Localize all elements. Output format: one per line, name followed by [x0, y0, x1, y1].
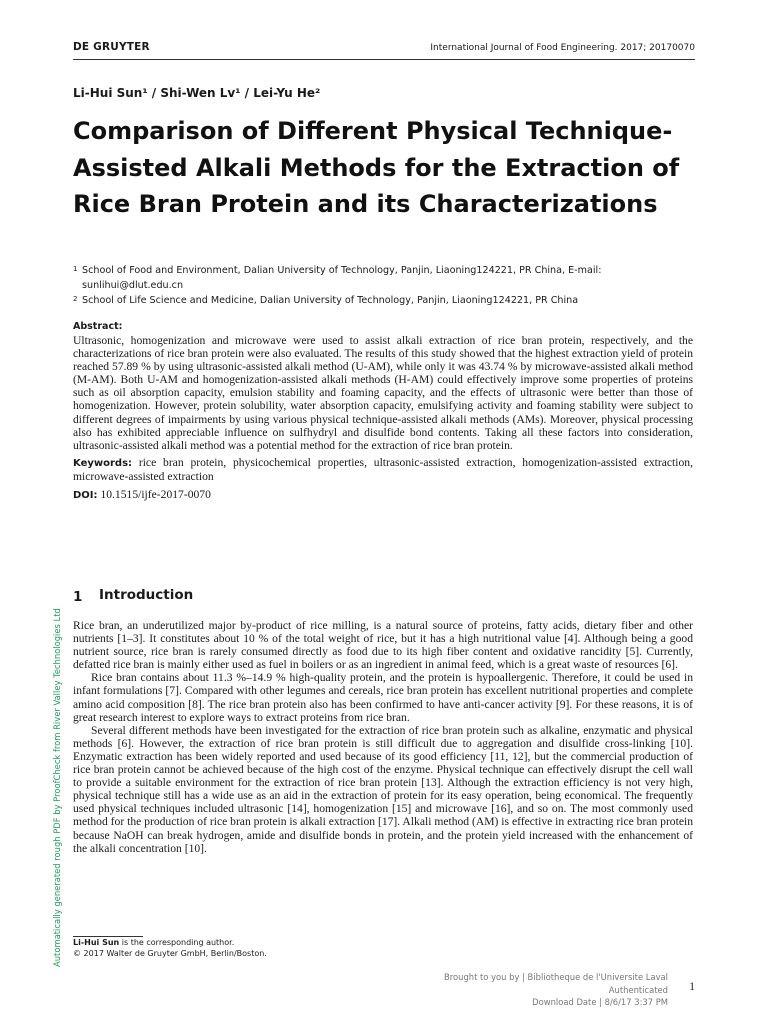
section-title: Introduction — [99, 587, 194, 603]
keywords-text: rice bran protein, physicochemical properties, ultrasonic-assisted extraction, homogenization-assisted extraction, microwave-assisted extraction — [73, 455, 693, 483]
affiliation-text: School of Life Science and Medicine, Dalian University of Technology, Panjin, Liaoning124221, PR China — [82, 295, 579, 306]
footnotes — [73, 937, 267, 959]
doi — [73, 488, 693, 502]
copyright-notice: © 2017 Walter de Gruyter GmbH, Berlin/Boston. — [73, 949, 267, 958]
corresponding-author-name: Li-Hui Sun — [73, 938, 120, 947]
affiliation-marker: 1 — [73, 265, 78, 273]
page-number: 1 — [689, 981, 695, 993]
paragraph: Several different methods have been investigated for the extraction of rice bran protein such as alkaline, enzymatic and physical methods [6]. However, the extraction of rice bran protein is still difficult due to aggregation and disulfide cross-linking [10]. Enzymatic extraction has been widely reported and used because of its good efficiency [11, 12], but the commercial production of rice bran protein cannot be achieved because of the high cost of the enzyme. Physical technique can effectively disrupt the cell wall to provide a suitable environment for the extraction of rice bran protein [13]. Although the extraction efficiency is not very high, physical technique still has a wide use as an aid in the extraction of protein for its easy operation, being economical. The frequently used physical techniques included ultrasonic [14], homogenization [15] and microwave [16], and so on. The most commonly used method for the production of rice bran protein is alkali extraction [17]. Alkali method (AM) is effective in extracting rice bran protein because NaOH can break hydrogen, amide and disulfide bonds in protein, and the protein yield increased with the enhancement of the alkali concentration [10]. — [73, 723, 693, 855]
abstract-label: Abstract: — [73, 321, 123, 332]
affiliation-text: School of Food and Environment, Dalian University of Technology, Panjin, Liaoning124221, PR China, E-mail: sunlihui@dlut.edu.cn — [82, 265, 602, 291]
publisher-name: DE GRUYTER — [73, 41, 150, 53]
doi-label: DOI: — [73, 490, 98, 502]
abstract-text: Ultrasonic, homogenization and microwave were used to assist alkali extraction of rice bran protein, respectively, and the characterizations of rice bran protein were also evaluated. The results of this study showed that the highest extraction yield of protein reached 57.89 % by using ultrasonic-assisted alkali method (U-AM), while only it was 43.74 % by microwave-assisted alkali method (M-AM). Both U-AM and homogenization-assisted alkali methods (H-AM) could effectively improve some properties of proteins such as oil absorption capacity, emulsion stability and foaming capacity, and the effects of ultrasonic were better than those of homogenization. However, protein solubility, water absorption capacity, emulsifying activity and foaming stability were subject to different degrees of impairments by using various physical technique-assisted alkali methods (AMs). Moreover, physical processing also has exhibited appreciable influence on sulfhydryl and disulfide bond contents. Taking all these factors into consideration, ultrasonic-assisted alkali method was a potential method for the extraction of rice bran protein. — [73, 334, 693, 452]
author-list: Li-Hui Sun¹ / Shi-Wen Lv¹ / Lei-Yu He² — [73, 86, 321, 100]
body-text — [73, 619, 693, 855]
affiliation-1 — [73, 263, 693, 293]
keywords-label: Keywords: — [73, 457, 133, 469]
abstract-section — [73, 320, 693, 502]
corresponding-author-text: is the corresponding author. — [119, 938, 235, 947]
affiliation-2 — [73, 293, 693, 308]
affiliations — [73, 263, 693, 308]
paragraph: Rice bran, an underutilized major by-product of rice milling, is a natural source of proteins, fatty acids, dietary fiber and other nutrients [1–3]. It constitutes about 10 % of the total weight of rice, but it has a high nutritional value [4]. Although being a good nutrient source, rice bran is rarely consumed directly as food due to its high fiber content and oxidative rancidity [5]. Currently, defatted rice bran is mainly either used as fuel in boilers or as an ingredient in animal feed, which is a great waste of resources [6]. — [73, 619, 693, 672]
auth-line: Authenticated — [608, 984, 668, 995]
paragraph: Rice bran contains about 11.3 %–14.9 % high-quality protein, and the protein is hypoallergenic. Therefore, it could be used in infant formulations [7]. Compared with other legumes and cereals, rice bran protein has excellent nutritional properties and complete amino acid composition [8]. The rice bran protein also has been confirmed to have anti-cancer activity [9]. For these reasons, it is of great research interest to explore ways to extract proteins from rice bran. — [73, 671, 693, 724]
corresponding-author-note — [73, 937, 267, 948]
access-line: Brought to you by | Bibliotheque de l'Universite Laval — [444, 972, 668, 982]
header-divider — [73, 59, 695, 60]
paper-title: Comparison of Different Physical Technique-Assisted Alkali Methods for the Extraction of Rice Bran Protein and its Characterizations — [73, 117, 680, 218]
journal-citation: International Journal of Food Engineering. 2017; 20170070 — [430, 43, 695, 53]
download-info — [444, 971, 668, 1009]
section-number: 1 — [73, 589, 83, 605]
download-date: Download Date | 8/6/17 3:37 PM — [532, 997, 668, 1007]
doi-link[interactable]: 10.1515/ijfe-2017-0070 — [100, 488, 211, 502]
keywords — [73, 456, 693, 483]
affiliation-marker: 2 — [73, 295, 78, 303]
proofcheck-sidebar-note: Automatically generated rough PDF by ProofCheck from River Valley Technologies Ltd — [52, 608, 62, 967]
